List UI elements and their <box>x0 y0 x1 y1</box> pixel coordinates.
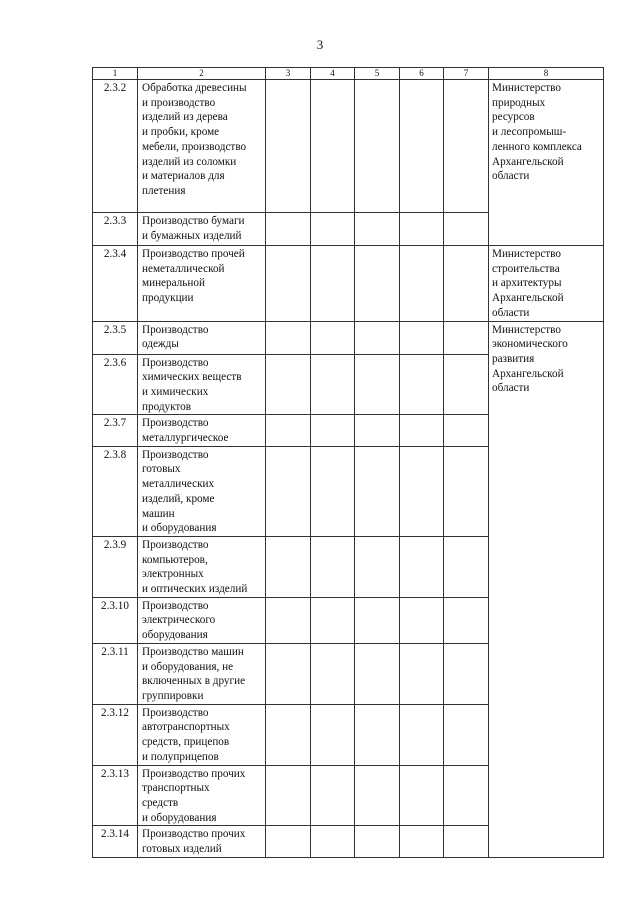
empty-cell <box>266 354 311 415</box>
empty-cell <box>444 415 489 446</box>
activity-name: Обработка древесины и производство изделий из дерева и пробки, кроме мебели, производство изделий из соломки и материалов для плетения <box>138 80 266 213</box>
responsible-ministry: Министерство природных ресурсов и лесопромыш- ленного комплекса Архангельской области <box>489 80 604 246</box>
empty-cell <box>355 321 400 354</box>
empty-cell <box>444 765 489 826</box>
empty-cell <box>355 213 400 246</box>
row-number: 2.3.9 <box>93 536 138 597</box>
empty-cell <box>400 354 444 415</box>
empty-cell <box>311 246 355 322</box>
activity-name: Производство компьютеров, электронных и оптических изделий <box>138 536 266 597</box>
empty-cell <box>444 643 489 704</box>
table-row <box>93 246 604 322</box>
empty-cell <box>400 321 444 354</box>
page-number: 3 <box>316 37 324 52</box>
empty-cell <box>444 246 489 322</box>
empty-cell <box>444 213 489 246</box>
empty-cell <box>444 536 489 597</box>
activity-name: Производство машин и оборудования, не включенных в другие группировки <box>138 643 266 704</box>
empty-cell <box>266 321 311 354</box>
empty-cell <box>311 213 355 246</box>
row-number: 2.3.14 <box>93 826 138 857</box>
row-number: 2.3.12 <box>93 704 138 765</box>
responsible-ministry: Министерство строительства и архитектуры Архангельской области <box>489 246 604 322</box>
column-number-5: 5 <box>355 68 400 80</box>
empty-cell <box>311 765 355 826</box>
empty-cell <box>400 80 444 213</box>
column-number-7: 7 <box>444 68 489 80</box>
empty-cell <box>355 80 400 213</box>
empty-cell <box>311 446 355 536</box>
column-number-4: 4 <box>311 68 355 80</box>
activity-name: Производство автотранспортных средств, прицепов и полуприцепов <box>138 704 266 765</box>
row-number: 2.3.2 <box>93 80 138 213</box>
responsible-ministry: Министерство экономического развития Архангельской области <box>489 321 604 857</box>
activity-name: Производство металлургическое <box>138 415 266 446</box>
empty-cell <box>355 446 400 536</box>
activity-name: Производство одежды <box>138 321 266 354</box>
activity-name: Производство прочих транспортных средств и оборудования <box>138 765 266 826</box>
empty-cell <box>266 80 311 213</box>
row-number: 2.3.11 <box>93 643 138 704</box>
empty-cell <box>355 415 400 446</box>
empty-cell <box>400 246 444 322</box>
data-table <box>92 67 604 858</box>
empty-cell <box>311 536 355 597</box>
empty-cell <box>266 246 311 322</box>
empty-cell <box>266 213 311 246</box>
empty-cell <box>311 415 355 446</box>
column-number-3: 3 <box>266 68 311 80</box>
empty-cell <box>266 597 311 643</box>
empty-cell <box>355 765 400 826</box>
empty-cell <box>311 80 355 213</box>
column-number-1: 1 <box>93 68 138 80</box>
table-row <box>93 80 604 213</box>
empty-cell <box>444 826 489 857</box>
column-number-8: 8 <box>489 68 604 80</box>
empty-cell <box>400 213 444 246</box>
row-number: 2.3.4 <box>93 246 138 322</box>
empty-cell <box>311 354 355 415</box>
empty-cell <box>266 536 311 597</box>
empty-cell <box>400 765 444 826</box>
empty-cell <box>311 826 355 857</box>
activity-name: Производство готовых металлических изделий, кроме машин и оборудования <box>138 446 266 536</box>
row-number: 2.3.13 <box>93 765 138 826</box>
empty-cell <box>400 446 444 536</box>
empty-cell <box>400 704 444 765</box>
row-number: 2.3.3 <box>93 213 138 246</box>
empty-cell <box>266 415 311 446</box>
activity-name: Производство прочих готовых изделий <box>138 826 266 857</box>
column-number-2: 2 <box>138 68 266 80</box>
empty-cell <box>355 246 400 322</box>
empty-cell <box>444 446 489 536</box>
empty-cell <box>311 643 355 704</box>
empty-cell <box>400 536 444 597</box>
row-number: 2.3.5 <box>93 321 138 354</box>
column-number-6: 6 <box>400 68 444 80</box>
empty-cell <box>355 597 400 643</box>
empty-cell <box>355 643 400 704</box>
empty-cell <box>266 765 311 826</box>
activity-name: Производство бумаги и бумажных изделий <box>138 213 266 246</box>
activity-name: Производство электрического оборудования <box>138 597 266 643</box>
empty-cell <box>400 597 444 643</box>
empty-cell <box>355 826 400 857</box>
empty-cell <box>266 643 311 704</box>
empty-cell <box>400 415 444 446</box>
empty-cell <box>355 704 400 765</box>
empty-cell <box>355 536 400 597</box>
row-number: 2.3.6 <box>93 354 138 415</box>
empty-cell <box>400 826 444 857</box>
empty-cell <box>266 446 311 536</box>
header-row <box>93 68 604 80</box>
empty-cell <box>400 643 444 704</box>
empty-cell <box>311 704 355 765</box>
row-number: 2.3.7 <box>93 415 138 446</box>
row-number: 2.3.8 <box>93 446 138 536</box>
table-row <box>93 321 604 354</box>
empty-cell <box>311 597 355 643</box>
empty-cell <box>444 321 489 354</box>
empty-cell <box>444 704 489 765</box>
empty-cell <box>266 826 311 857</box>
empty-cell <box>311 321 355 354</box>
empty-cell <box>444 80 489 213</box>
empty-cell <box>444 354 489 415</box>
empty-cell <box>355 354 400 415</box>
empty-cell <box>266 704 311 765</box>
row-number: 2.3.10 <box>93 597 138 643</box>
activity-name: Производство прочей неметаллической минеральной продукции <box>138 246 266 322</box>
empty-cell <box>444 597 489 643</box>
activity-name: Производство химических веществ и химических продуктов <box>138 354 266 415</box>
